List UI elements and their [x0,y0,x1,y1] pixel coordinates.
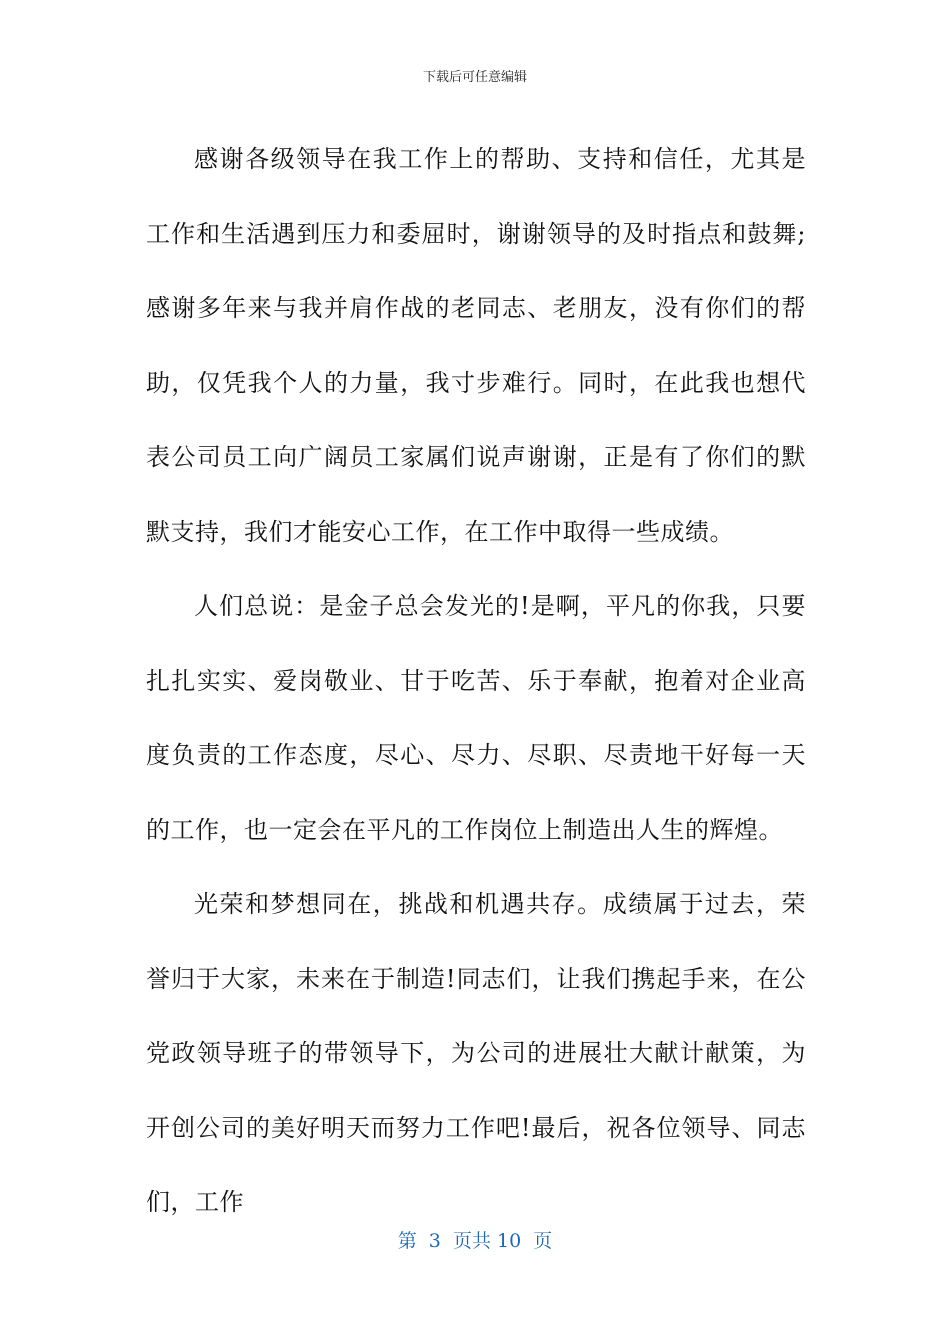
paragraph-2: 人们总说：是金子总会发光的!是啊，平凡的你我，只要扎扎实实、爱岗敬业、甘于吃苦、乐于奉献，抱着对企业高度负责的工作态度，尽心、尽力、尽职、尽责地干好每一天的工作，也一定会在平凡的工作岗位上制造出人生的辉煌。 [146,592,806,844]
document-body [146,122,806,1240]
paragraph-3: 光荣和梦想同在，挑战和机遇共存。成绩属于过去，荣誉归于大家，未来在于制造!同志们，让我们携起手来，在公党政领导班子的带领导下，为公司的进展壮大献计献策，为开创公司的美好明天而努力工作吧!最后，祝各位领导、同志们，工作 [146,890,806,1216]
page-header-note: 下载后可任意编辑 [422,70,527,85]
paragraph-1: 感谢各级领导在我工作上的帮助、支持和信任，尤其是工作和生活遇到压力和委屈时，谢谢领导的及时指点和鼓舞;感谢多年来与我并肩作战的老同志、老朋友，没有你们的帮助，仅凭我个人的力量，我寸步难行。同时，在此我也想代表公司员工向广阔员工家属们说声谢谢，正是有了你们的默默支持，我们才能安心工作，在工作中取得一些成绩。 [146,145,806,546]
page-number-footer: 第 3 页共 10 页 [397,1230,553,1252]
